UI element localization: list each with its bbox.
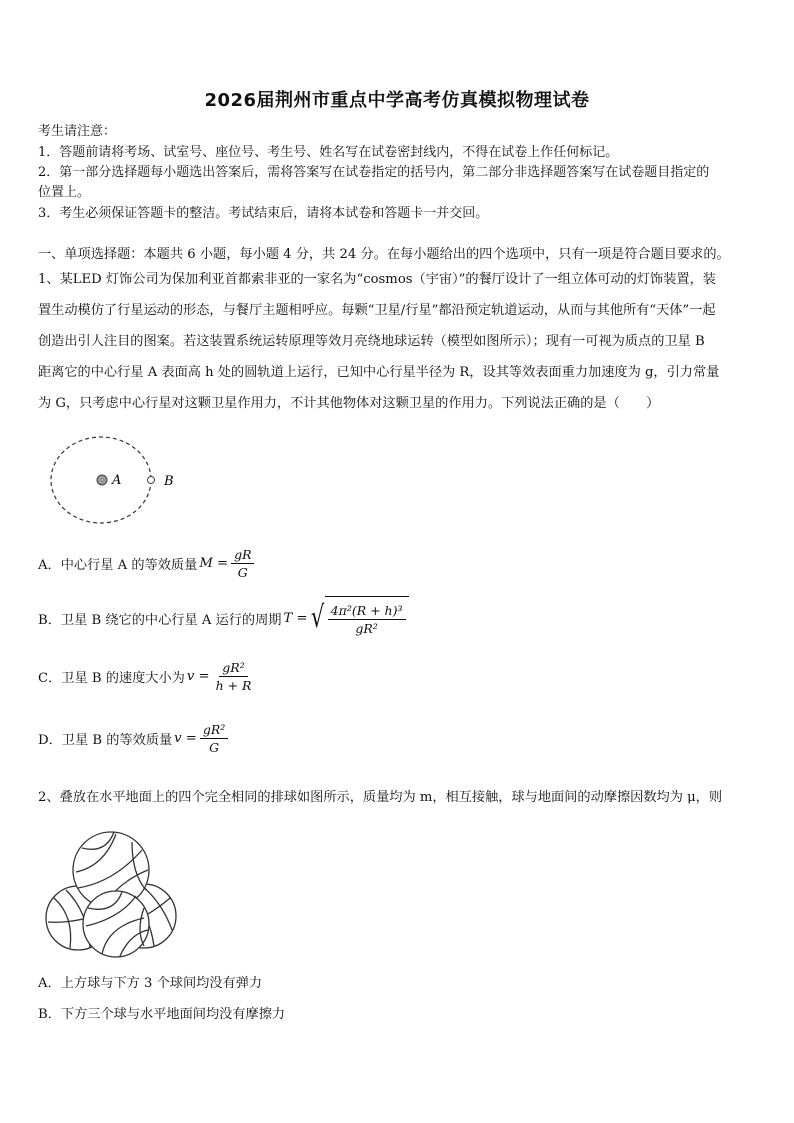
option-b-numerator: 4π²(R + h)³	[328, 603, 406, 620]
option-c-numerator: gR²	[219, 660, 247, 677]
satellite-b	[148, 477, 155, 484]
notice-item-2: 2．第一部分选择题每小题选出答案后，需将答案写在试卷指定的括号内，第二部分非选择题答案写在试卷题目指定的	[38, 165, 710, 180]
question-1-line-2: 置生动模仿了行星运动的形态，与餐厅主题相呼应。每颗“卫星/行星”都沿预定轨道运动，从而与其他所有“天体”一起	[38, 303, 716, 318]
section-heading: 一、单项选择题：本题共 6 小题，每小题 4 分，共 24 分。在每小题给出的四个选项中，只有一项是符合题目要求的。	[38, 247, 730, 262]
option-a-denominator: G	[237, 565, 248, 580]
option-d-text: D．卫星 B 的等效质量	[38, 733, 173, 748]
question-1-stem	[38, 264, 760, 419]
planet-a	[97, 475, 107, 485]
option-a-lhs: M =	[199, 556, 229, 571]
option-a-formula	[199, 547, 257, 580]
option-b-lhs: T =	[283, 610, 308, 626]
question-1-line-3: 创造出引人注目的图案。若这装置系统运转原理等效月亮绕地球运转（模型如图所示）；现有一可视为质点的卫星 B	[38, 334, 705, 349]
question-2-stem: 2、叠放在水平地面上的四个完全相同的排球如图所示，质量均为 m，相互接触，球与地面间的动摩擦因数均为 μ，则	[38, 790, 723, 805]
option-b-denominator: gR²	[355, 621, 378, 636]
question-2-option-b[interactable]: B．下方三个球与水平地面间均没有摩擦力	[38, 1007, 286, 1022]
satellite-b-label: B	[164, 474, 174, 489]
option-d-formula	[174, 722, 231, 755]
question-1-option-d[interactable]	[38, 722, 231, 755]
option-c-denominator: h + R	[215, 678, 252, 693]
question-1-option-a[interactable]	[38, 547, 257, 580]
question-1-option-c[interactable]	[38, 660, 257, 693]
option-d-denominator: G	[209, 740, 220, 755]
notice-heading: 考生请注意：	[38, 124, 117, 139]
option-c-lhs: v =	[186, 669, 210, 684]
sqrt-sign: √ $\frac{\text{4π²(R + h)³}}{\text{gR²}}$	[308, 596, 409, 640]
question-1-line-5: 为 G，只考虑中心行星对这颗卫星作用力，不计其他物体对这颗卫星的作用力。下列说法正确的是（ ）	[38, 396, 660, 411]
option-c-formula	[187, 660, 258, 693]
option-b-text: B．卫星 B 绕它的中心行星 A 运行的周期	[38, 612, 282, 628]
notice-item-3: 3．考生必须保证答题卡的整洁。考试结束后，请将本试卷和答题卡一并交回。	[38, 206, 489, 221]
option-a-text: A．中心行星 A 的等效质量	[38, 558, 198, 573]
notice-item-1: 1．答题前请将考场、试室号、座位号、考生号、姓名写在试卷密封线内，不得在试卷上作任何标记。	[38, 145, 619, 160]
option-b-formula	[284, 596, 409, 640]
option-c-text: C．卫星 B 的速度大小为	[38, 671, 185, 686]
planet-a-label: A	[112, 473, 122, 488]
question-2-option-a[interactable]: A．上方球与下方 3 个球间均没有弹力	[38, 976, 263, 991]
volleyball-figure	[44, 826, 178, 958]
option-a-numerator: gR	[231, 547, 254, 564]
volleyball-front	[83, 891, 149, 957]
question-1-line-1: 1、某LED 灯饰公司为保加利亚首都索非亚的一家名为“cosmos（宇宙）”的餐厅设计了一组立体可动的灯饰装置，装	[38, 272, 716, 287]
option-d-numerator: gR²	[200, 722, 228, 739]
option-d-lhs: v =	[174, 731, 197, 746]
page-title: 2026届荆州市重点中学高考仿真模拟物理试卷	[204, 90, 590, 111]
question-1-line-4: 距离它的中心行星 A 表面高 h 处的圆轨道上运行，已知中心行星半径为 R，设其等效表面重力加速度为 g，引力常量	[38, 365, 720, 380]
notice-item-2-cont: 位置上。	[38, 185, 91, 200]
question-1-option-b[interactable]	[38, 596, 409, 640]
orbit-figure	[48, 432, 188, 532]
